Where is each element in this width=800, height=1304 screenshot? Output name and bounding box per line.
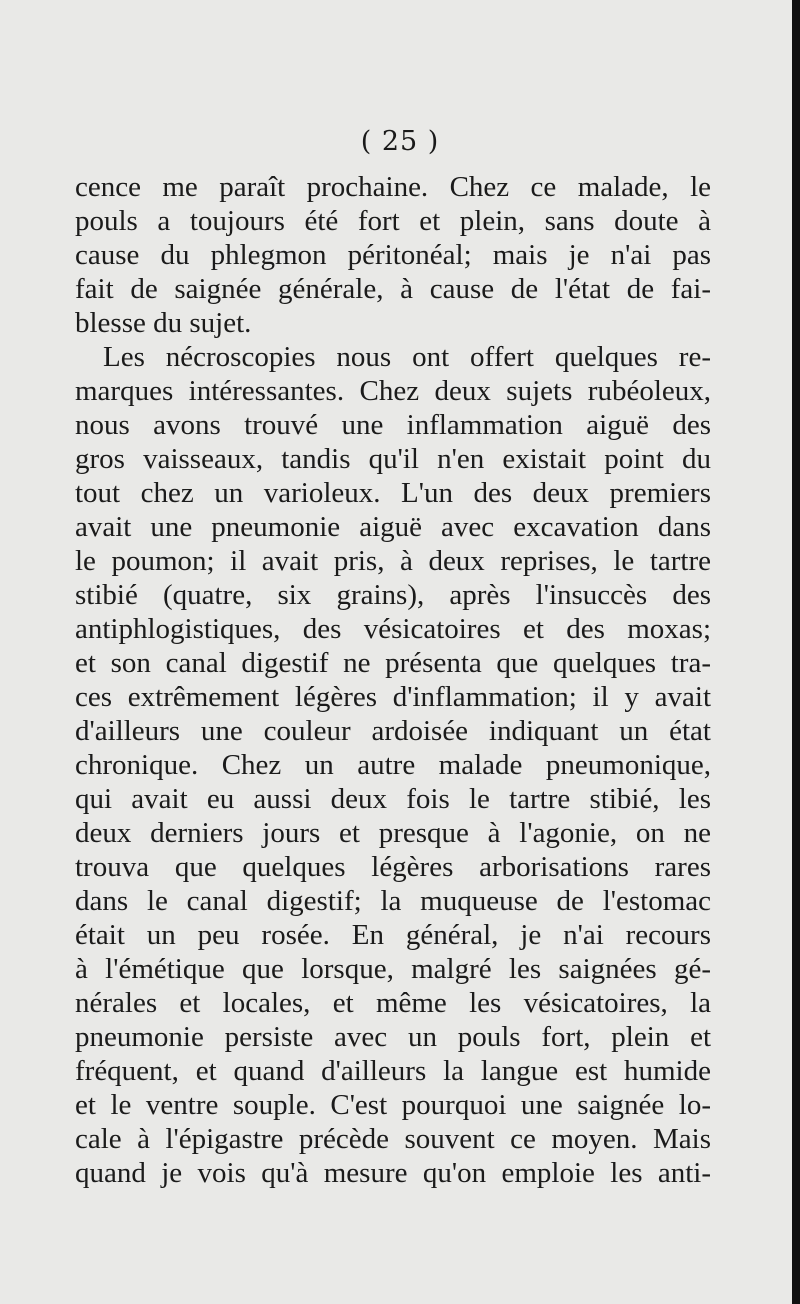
text-line: marques intéressantes. Chez deux sujets rubéoleux, (75, 375, 711, 407)
text-line: deux derniers jours et presque à l'agonie, on ne (75, 817, 711, 849)
text-line: blesse du sujet. (75, 307, 252, 339)
text-line: et le ventre souple. C'est pourquoi une saignée lo- (75, 1089, 711, 1121)
text-line: cence me paraît prochaine. Chez ce malade, le (75, 171, 711, 203)
text-line: quand je vois qu'à mesure qu'on emploie les anti- (75, 1157, 711, 1189)
text-line: fait de saignée générale, à cause de l'état de fai- (75, 273, 711, 305)
text-line: nérales et locales, et même les vésicatoires, la (75, 987, 711, 1019)
text-line: était un peu rosée. En général, je n'ai recours (75, 919, 711, 951)
text-line: pouls a toujours été fort et plein, sans doute à (75, 205, 711, 237)
text-line: fréquent, et quand d'ailleurs la langue est humide (75, 1055, 711, 1087)
text-line: stibié (quatre, six grains), après l'insuccès des (75, 579, 711, 611)
text-line: d'ailleurs une couleur ardoisée indiquant un état (75, 715, 711, 747)
body-text (75, 170, 711, 1190)
text-line: tout chez un varioleux. L'un des deux premiers (75, 477, 711, 509)
text-line: qui avait eu aussi deux fois le tartre stibié, les (75, 783, 711, 815)
text-line: le poumon; il avait pris, à deux reprises, le tartre (75, 545, 711, 577)
text-line: avait une pneumonie aiguë avec excavation dans (75, 511, 711, 543)
text-line: à l'émétique que lorsque, malgré les saignées gé- (75, 953, 711, 985)
text-line: gros vaisseaux, tandis qu'il n'en existait point du (75, 443, 711, 475)
text-line: dans le canal digestif; la muqueuse de l'estomac (75, 885, 711, 917)
text-line: antiphlogistiques, des vésicatoires et des moxas; (75, 613, 711, 645)
text-line: pneumonie persiste avec un pouls fort, plein et (75, 1021, 711, 1053)
text-line: ces extrêmement légères d'inflammation; il y avait (75, 681, 711, 713)
text-line: trouva que quelques légères arborisations rares (75, 851, 711, 883)
text-line: cale à l'épigastre précède souvent ce moyen. Mais (75, 1123, 711, 1155)
text-line: cause du phlegmon péritonéal; mais je n'ai pas (75, 239, 711, 271)
page-number: ( 25 ) (360, 126, 440, 157)
text-line: chronique. Chez un autre malade pneumonique, (75, 749, 711, 781)
text-line: nous avons trouvé une inflammation aiguë des (75, 409, 711, 441)
paragraph-first-line: Les nécroscopies nous ont offert quelques re- (103, 341, 711, 373)
page-edge (792, 0, 800, 1304)
text-line: et son canal digestif ne présenta que quelques tra- (75, 647, 711, 679)
